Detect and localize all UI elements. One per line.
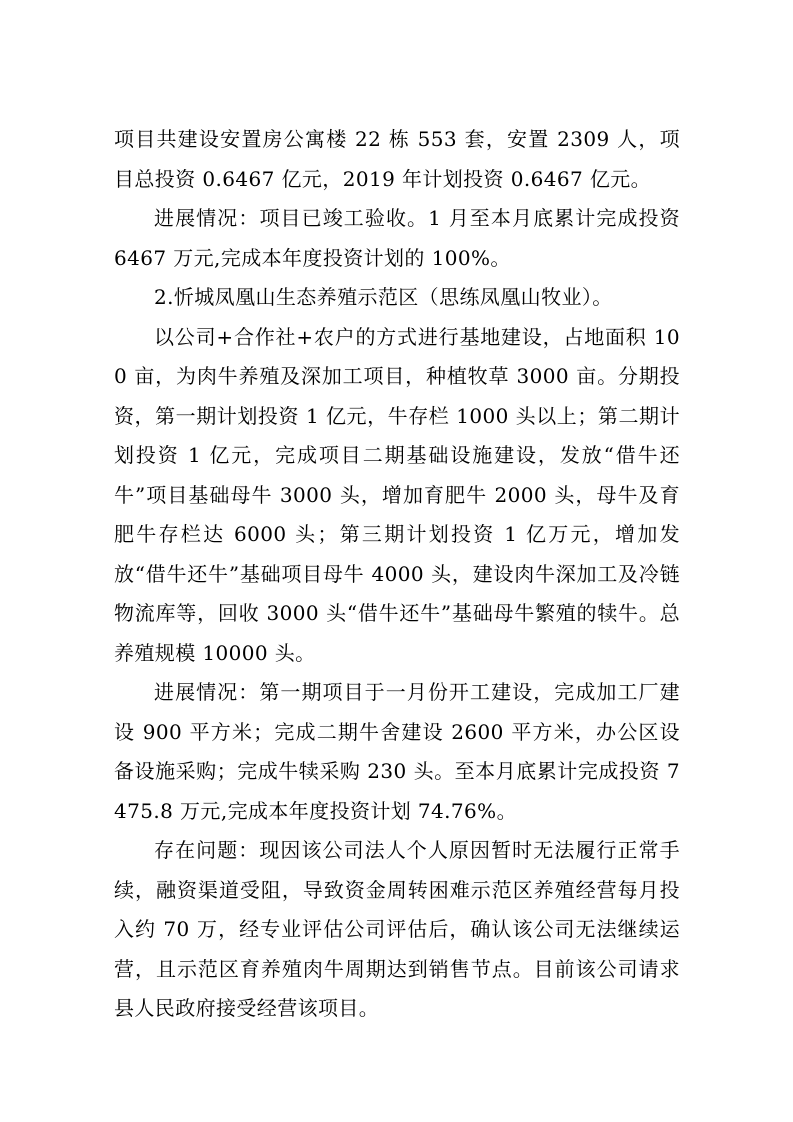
section-heading-fenghuangshan: 2.忻城凤凰山生态养殖示范区（思练凤凰山牧业）。 (154, 285, 613, 309)
paragraph-progress-2: 进展情况：第一期项目于一月份开工建设，完成加工厂建设 900 平方米；完成二期牛舍建设 2600 平方米，办公区设备设施采购；完成牛犊采购 230 头。至本月底累计完成投资 7475.8 万元,完成本年度投资计划 74.76%。 (114, 680, 680, 823)
paragraph-project-summary: 项目共建设安置房公寓楼 22 栋 553 套，安置 2309 人，项目总投资 0.6467 亿元，2019 年计划投资 0.6467 亿元。 (114, 127, 680, 191)
paragraph-project-description: 以公司+合作社+农户的方式进行基地建设，占地面积 100 亩，为肉牛养殖及深加工项目，种植牧草 3000 亩。分期投资，第一期计划投资 1 亿元，牛存栏 1000 头以上；第二期计划投资 1 亿元，完成项目二期基础设施建设，发放“借牛还牛”项目基础母牛 3000 头，增加育肥牛 2000 头，母牛及育肥牛存栏达 6000 头；第三期计划投资 1 亿万元，增加发放“借牛还牛”基础项目母牛 4000 头，建设肉牛深加工及冷链物流库等，回收 3000 头“借牛还牛”基础母牛繁殖的犊牛。总养殖规模 10000 头。 (114, 324, 680, 665)
document-body (114, 120, 680, 1029)
paragraph-existing-problems: 存在问题：现因该公司法人个人原因暂时无法履行正常手续，融资渠道受阻，导致资金周转困难示范区养殖经营每月投入约 70 万，经专业评估公司评估后，确认该公司无法继续运营，且示范区育养殖肉牛周期达到销售节点。目前该公司请求县人民政府接受经营该项目。 (114, 838, 680, 1020)
paragraph-progress-1: 进展情况：项目已竣工验收。1 月至本月底累计完成投资 6467 万元,完成本年度投资计划的 100%。 (114, 206, 680, 270)
